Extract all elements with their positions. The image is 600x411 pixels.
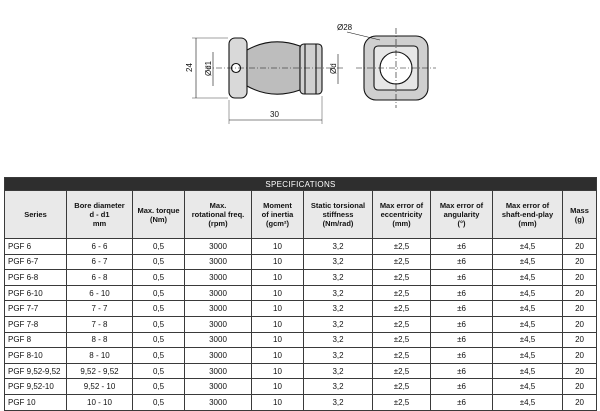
table-cell: 20 (563, 301, 597, 317)
column-header-line: (gcm²) (266, 219, 289, 228)
table-cell: ±6 (431, 270, 493, 286)
column-header-line: (g) (574, 214, 585, 224)
table-cell: 3,2 (304, 379, 373, 395)
column-header (133, 191, 185, 239)
table-cell: 6 - 10 (67, 285, 133, 301)
series-cell: PGF 10 (5, 394, 67, 410)
series-cell: PGF 6-10 (5, 285, 67, 301)
table-cell: ±6 (431, 363, 493, 379)
bore-left-dimension-label: Ød1 (204, 60, 213, 76)
table-cell: ±6 (431, 285, 493, 301)
table-cell: ±2,5 (373, 285, 431, 301)
table-cell: 7 - 7 (67, 301, 133, 317)
table-title-row (5, 178, 597, 191)
table-cell: 3,2 (304, 285, 373, 301)
table-body (5, 239, 597, 411)
table-cell: 3,2 (304, 394, 373, 410)
column-header-line: Moment (263, 201, 292, 210)
column-header (252, 191, 304, 239)
table-cell: 0,5 (133, 363, 185, 379)
column-header-line: Max. torque (137, 205, 180, 215)
table-cell: 10 (252, 285, 304, 301)
table-row (5, 301, 597, 317)
column-header (67, 191, 133, 239)
table-cell: 0,5 (133, 379, 185, 395)
table-cell: ±4,5 (493, 332, 563, 348)
table-cell: 20 (563, 379, 597, 395)
column-header-line: Bore diameter (74, 201, 125, 210)
table-cell: 8 - 8 (67, 332, 133, 348)
table-cell: 3000 (185, 239, 252, 255)
table-cell: ±6 (431, 301, 493, 317)
table-cell: ±2,5 (373, 363, 431, 379)
table-cell: ±4,5 (493, 363, 563, 379)
front-bore (380, 52, 412, 84)
table-cell: 10 (252, 239, 304, 255)
table-row (5, 394, 597, 410)
series-cell: PGF 6-7 (5, 254, 67, 270)
table-cell: 6 - 8 (67, 270, 133, 286)
column-header-line: Max error of (379, 201, 424, 210)
bore-right-dimension-label: Ød (329, 63, 338, 74)
table-cell: 7 - 8 (67, 316, 133, 332)
table-cell: 20 (563, 332, 597, 348)
table-cell: ±2,5 (373, 379, 431, 395)
column-header-line: stiffness (322, 210, 354, 219)
table-cell: ±2,5 (373, 239, 431, 255)
table-cell: 0,5 (133, 394, 185, 410)
table-cell: 20 (563, 316, 597, 332)
table-cell: 0,5 (133, 254, 185, 270)
diameter-dimension-label: Ø28 (337, 23, 353, 32)
table-header-row (5, 191, 597, 239)
column-header-line: shaft-end-play (501, 210, 554, 219)
table-cell: 3000 (185, 332, 252, 348)
series-cell: PGF 8 (5, 332, 67, 348)
table-cell: ±4,5 (493, 254, 563, 270)
column-header-line: Series (24, 210, 47, 219)
column-header (5, 191, 67, 239)
column-header (493, 191, 563, 239)
series-cell: PGF 9,52-9,52 (5, 363, 67, 379)
table-row (5, 332, 597, 348)
column-header-line: Max. (209, 201, 227, 210)
table-cell: ±6 (431, 254, 493, 270)
table-cell: 0,5 (133, 348, 185, 364)
table-cell: ±4,5 (493, 301, 563, 317)
table-cell: 6 - 6 (67, 239, 133, 255)
table-cell: 3,2 (304, 316, 373, 332)
table-cell: 10 (252, 332, 304, 348)
column-header-line: (mm) (392, 219, 411, 228)
column-header-line: (°) (457, 219, 466, 228)
table-cell: ±2,5 (373, 348, 431, 364)
table-cell: 10 - 10 (67, 394, 133, 410)
table-cell: 0,5 (133, 270, 185, 286)
table-cell: 3000 (185, 270, 252, 286)
table-cell: 10 (252, 316, 304, 332)
table-cell: ±2,5 (373, 332, 431, 348)
table-cell: 10 (252, 270, 304, 286)
series-cell: PGF 7-8 (5, 316, 67, 332)
column-header-line: Max error of (505, 201, 550, 210)
table-cell: 20 (563, 394, 597, 410)
table-cell: 9,52 - 9,52 (67, 363, 133, 379)
table-cell: 20 (563, 348, 597, 364)
series-cell: PGF 6-8 (5, 270, 67, 286)
column-header (563, 191, 597, 239)
table-cell: 3,2 (304, 348, 373, 364)
table-row (5, 239, 597, 255)
table-cell: 3,2 (304, 239, 373, 255)
table-cell: 20 (563, 254, 597, 270)
column-header (373, 191, 431, 239)
length-dimension-label: 30 (270, 110, 279, 119)
table-row (5, 316, 597, 332)
table-cell: 3,2 (304, 363, 373, 379)
column-header-line: angularity (443, 210, 480, 219)
column-header-line: Static torsional (310, 201, 366, 210)
table-cell: 20 (563, 363, 597, 379)
series-cell: PGF 8-10 (5, 348, 67, 364)
table-cell: 10 (252, 348, 304, 364)
column-header-line: of inertia (261, 210, 294, 219)
table-cell: 0,5 (133, 285, 185, 301)
table-cell: 20 (563, 270, 597, 286)
table-cell: 10 (252, 379, 304, 395)
column-header-line: (mm) (518, 219, 537, 228)
column-header-line: Max error of (439, 201, 484, 210)
table-cell: ±4,5 (493, 316, 563, 332)
table-cell: 8 - 10 (67, 348, 133, 364)
table-cell: 20 (563, 239, 597, 255)
column-header-line: mm (92, 219, 107, 228)
table-cell: 0,5 (133, 239, 185, 255)
table-cell: 3,2 (304, 254, 373, 270)
table-cell: ±4,5 (493, 394, 563, 410)
table-cell: 0,5 (133, 301, 185, 317)
table-cell: ±6 (431, 379, 493, 395)
table-cell: 3000 (185, 254, 252, 270)
table-cell: ±2,5 (373, 394, 431, 410)
right-hub (300, 44, 322, 94)
column-header (185, 191, 252, 239)
table-cell: ±4,5 (493, 348, 563, 364)
column-header-line: d - d1 (89, 210, 110, 219)
table-row (5, 348, 597, 364)
table-cell: 3000 (185, 285, 252, 301)
table-cell: 9,52 - 10 (67, 379, 133, 395)
table-cell: 10 (252, 254, 304, 270)
table-cell: 3000 (185, 301, 252, 317)
column-header-line: Mass (570, 205, 589, 215)
table-cell: 3,2 (304, 301, 373, 317)
table-row (5, 285, 597, 301)
table-cell: 6 - 7 (67, 254, 133, 270)
column-header-line: (Nm) (149, 214, 168, 224)
table-cell: ±6 (431, 316, 493, 332)
table-row (5, 254, 597, 270)
table-cell: ±2,5 (373, 270, 431, 286)
table-cell: ±2,5 (373, 254, 431, 270)
table-cell: 3,2 (304, 270, 373, 286)
table-cell: 3000 (185, 316, 252, 332)
series-cell: PGF 6 (5, 239, 67, 255)
table-cell: 10 (252, 394, 304, 410)
height-dimension-label: 24 (185, 63, 194, 72)
table-cell: ±6 (431, 239, 493, 255)
table-cell: ±6 (431, 348, 493, 364)
table-cell: 20 (563, 285, 597, 301)
table-cell: ±4,5 (493, 270, 563, 286)
table-cell: ±4,5 (493, 285, 563, 301)
table-cell: 3000 (185, 363, 252, 379)
table-cell: ±6 (431, 332, 493, 348)
table-cell: 0,5 (133, 316, 185, 332)
table-cell: 3,2 (304, 332, 373, 348)
column-header-line: eccentricity (380, 210, 423, 219)
table-cell: 10 (252, 363, 304, 379)
table-cell: 3000 (185, 394, 252, 410)
table-row (5, 270, 597, 286)
column-header-line: (rpm) (208, 219, 228, 228)
series-cell: PGF 9,52-10 (5, 379, 67, 395)
table-row (5, 379, 597, 395)
table-cell: ±2,5 (373, 301, 431, 317)
column-header-line: rotational freq. (191, 210, 245, 219)
technical-drawing (0, 0, 600, 172)
table-row (5, 363, 597, 379)
coupling-front-view (347, 28, 436, 108)
table-cell: 3000 (185, 379, 252, 395)
table-cell: ±4,5 (493, 239, 563, 255)
table-cell: ±6 (431, 394, 493, 410)
column-header (431, 191, 493, 239)
table-cell: 10 (252, 301, 304, 317)
table-cell: ±2,5 (373, 316, 431, 332)
table-cell: 3000 (185, 348, 252, 364)
table-cell: 0,5 (133, 332, 185, 348)
coupling-drawing-svg (0, 0, 600, 172)
column-header-line: (Nm/rad) (322, 219, 354, 228)
coupling-side-view (192, 38, 345, 124)
series-cell: PGF 7-7 (5, 301, 67, 317)
column-header (304, 191, 373, 239)
table-title: SPECIFICATIONS (5, 178, 597, 191)
specifications-table (4, 177, 597, 411)
table-cell: ±4,5 (493, 379, 563, 395)
